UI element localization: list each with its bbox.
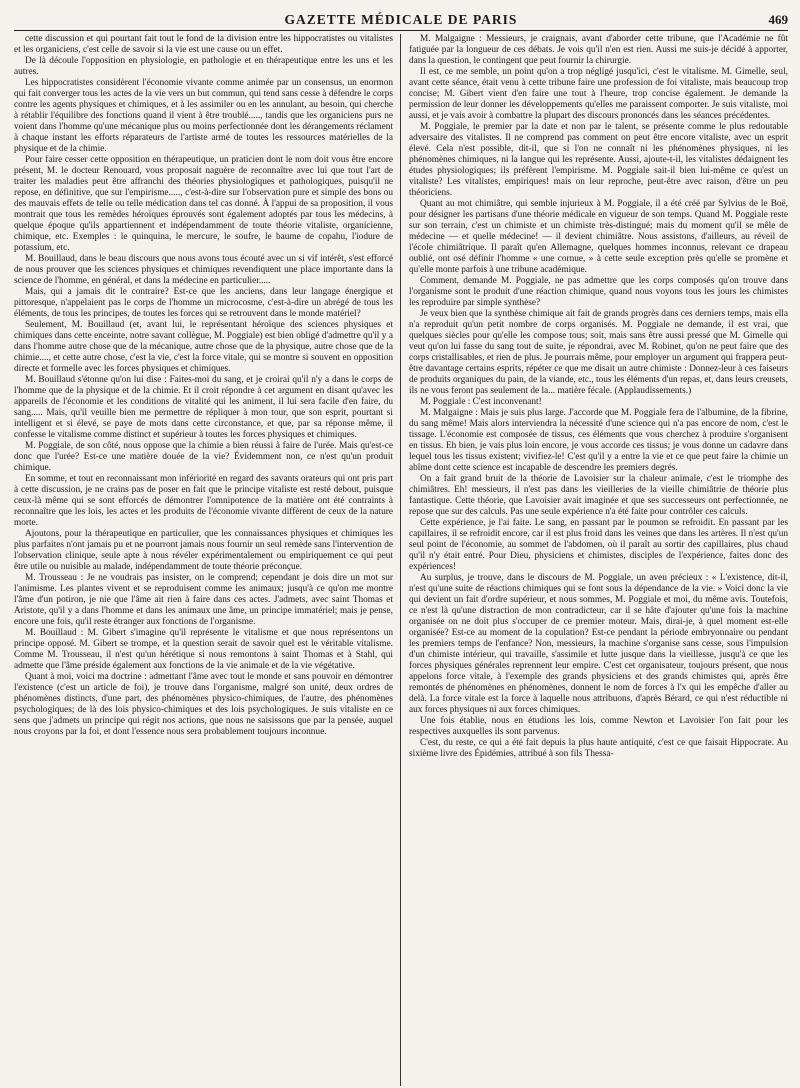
paragraph: M. Poggiale : C'est inconvenant! [420,397,542,407]
paragraph: Au surplus, je trouve, dans le discours de M. Poggiale, un aveu précieux : « L'existence, dit-il, n'est qu'une suite de réactions chimiques qui se font sous la dépendance de la vie. » Voici donc la vie qui devient un fait d'ordre supérieur, et nous sommes, M. Poggiale et moi, du même avis. Toutefois, ce n'est là qu'une distraction de mon contradicteur, car il se hâte d'ajouter qu'une fois la machine organisée on ne doit plus s'occuper de ce premier moteur. Mais, dirai-je, à quel moment est-elle organisée? Est-ce au moment de la copulation? Est-ce pendant la période embryonnaire ou pendant les premiers temps de l'enfance? Non, messieurs, la machine s'organise sans cesse, sous l'impulsion d'un chimiste intérieur, qui travaille, s'assimile et lutte jusque dans la vieillesse, jusqu'à ce que les forces physiques générales reprennent leur empire. C'est cet organisateur, toujours présent, que nous appelons force vitale, à l'exemple des grands physiciens et des grands chimistes qui, après être remontés de phénomènes en phénomènes, donnent le nom de forces à l'x qui les empêche d'aller au delà. La force vitale est la force à laquelle nous attribuons, d'après Bérard, ce qui n'est réductible ni aux forces physiques ni aux forces chimiques. [409,573,788,715]
paragraph: M. Poggiale, le premier par la date et non par le talent, se présente comme le plus redoutable adversaire des vitalistes. Il ne comprend pas comment on peut être encore vitaliste, avec un esprit élevé. Cela n'est possible, dit-il, que si l'on ne connaît ni les phénomènes physiques, ni les phénomènes chimiques, ni la langue qui les représente. Aussi, ajoute-t-il, les vitalistes dédaignent les études physiologiques; ils préfèrent l'empirisme. M. Poggiale sait-il bien lui-même ce qu'est un vitaliste? Les vitalistes, empiriques! mais on leur reproche, peut-être avec raison, d'être un peu théoriciens. [409,122,788,198]
paragraph: Quant au mot chimiâtre, qui semble injurieux à M. Poggiale, il a été créé par Sylvius de le Boë, pour désigner les partisans d'une théorie médicale en vigueur de son temps. Quand M. Poggiale reste sur son terrain, c'est un chimiste et un chimiste très-distingué; mais du moment qu'il se mêle de médecine — et quelle médecine! — il devient chimiâtre. Nous assistons, d'ailleurs, au réveil de l'école chimiâtrique. Il paraît qu'en Allemagne, quelques hommes inconnus, relevant ce drapeau oublié, ont osé définir l'homme « une cornue, » à cette seule exception près qu'elle se promène et qu'elle monte parfois à une tribune académique. [409,199,788,275]
journal-title: GAZETTE MÉDICALE DE PARIS [284,12,518,27]
paragraph: En somme, et tout en reconnaissant mon infériorité en regard des savants orateurs qui ont pris part à cette discussion, je ne crains pas de poser en fait que le principe vitaliste est resté debout, puisque ceux-là même qui se sont efforcés de démontrer l'omnipotence de la matière ont été contraints à reconnaître que les lois, les actes et les produits de l'économie vivante diffèrent de ceux de la nature morte. [14,474,393,528]
paragraph: Une fois établie, nous en étudions les lois, comme Newton et Lavoisier l'on fait pour les respectives auxquelles ils sont parvenus. [409,716,788,737]
paragraph: On a fait grand bruit de la théorie de Lavoisier sur la chaleur animale, c'est le triomphe des chimiâtres. Eh! messieurs, il n'est pas dans les vieilleries de la vieille chimiâtrie de théorie plus fantastique. Cette théorie, que Lavoisier avait imaginée et que ses successeurs ont perfectionnée, ne repose que sur des calculs. Pas une seule expérience n'a été faite pour contrôler ces calculs. [409,474,788,517]
paragraph: M. Bouillaud, dans le beau discours que nous avons tous écouté avec un si vif intérêt, s'est efforcé de nous prouver que les sciences physiques et chimiques revendiquent une place importante dans la science de l'homme, en général, et dans la médecine en particulier..... [14,254,393,286]
paragraph: cette discussion et qui pourtant fait tout le fond de la division entre les hippocratistes ou vitalistes et les organiciens, c'est celle de savoir si la vie est une cause ou un effet. [14,34,393,55]
paragraph: De là découle l'opposition en physiologie, en pathologie et en thérapeutique entre les uns et les autres. [14,56,393,77]
paragraph: M. Bouillaud s'étonne qu'on lui dise : Faites-moi du sang, et je croirai qu'il n'y a dans le corps de l'homme que de la physique et de la chimie. Et il croit répondre à cet argument en disant qu'avec les appareils de l'économie et les conditions de vitalité qui les animent, il lui sera facile d'en faire, du sang..... Mais, qu'il veuille bien me permettre de répliquer à mon tour, que son esprit, pourtant si intelligent et si élevé, se paye de mots dans cette circonstance, et que, par sa réponse même, il confesse le vitalisme comme distinct et supérieur à toutes les forces physiques et chimiques. [14,375,393,440]
text-columns [14,34,788,1086]
paragraph: Il est, ce me semble, un point qu'on a trop négligé jusqu'ici, c'est le vitalisme. M. Gimelle, seul, avant cette séance, était venu à cette tribune faire une profession de foi vitaliste, mais beaucoup trop concise; M. Gibert vient d'en faire une tout à l'heure, trop concise également. Je demande la permission de leur donner les développements qu'elles me paraissent comporter. Je suis vitaliste, moi aussi, et je vais avoir à combattre la plupart des discours prononcés dans les séances précédentes. [409,67,788,121]
paragraph: M. Bouillaud : M. Gibert s'imagine qu'il représente le vitalisme et que nous représentons un principe opposé. M. Gibert se trompe, et la question serait de savoir quel est le véritable vitalisme. Comme M. Trousseau, il n'est qu'un hérétique si nous remontons à saint Thomas et à Stahl, qui admette que l'âme préside également aux fonctions de la vie animale et de la vie végétative. [14,628,393,671]
paragraph: Seulement, M. Bouillaud (et, avant lui, le représentant héroïque des sciences physiques et chimiques dans cette enceinte, notre savant collègue, M. Poggiale) est bien obligé d'admettre qu'il y a dans l'homme autre chose que de la mécanique, autre chose que de la physique, autre chose que de la chimie...., et cette autre chose, c'est la vie, c'est la force vitale, qui se montre si souvent en opposition directe et formelle avec les forces physiques et chimiques. [14,320,393,374]
paragraph: Mais, qui a jamais dit le contraire? Est-ce que les anciens, dans leur langage énergique et pittoresque, n'appelaient pas le corps de l'homme un microcosme, c'est-à-dire un abrégé de tous les éléments, de tous les principes, de toutes les forces qui se retrouvent dans le monde matériel? [14,287,393,319]
paragraph: Les hippocratistes considèrent l'économie vivante comme animée par un consensus, un enormon qui fait converger tous les actes de la vie vers un but commun, qui tend sans cesse à défendre le corps contre les agents physiques et chimiques, et à les assimiler ou en les annulant, au besoin, qui cherche à rétablir l'équilibre des fonctions quand il vient à être troublé....., tandis que les organiciens purs ne voient dans l'homme qu'une mécanique plus ou moins perfectionnée dont les dérangements réclament à chaque instant les efforts réparateurs de l'artiste armé de toutes les ressources matérielles de la physique et de la chimie. [14,78,393,154]
left-column [14,34,401,1086]
paragraph: M. Trousseau : Je ne voudrais pas insister, on le comprend; cependant je dois dire un mot sur l'animisme. Les plantes vivent et se reproduisent comme les animaux; jusqu'à ce qu'on me montre l'âme d'un potiron, je nie que l'âme ait rien à faire dans ces actes. J'admets, avec saint Thomas et Aristote, qu'il y a dans l'homme et dans les animaux une âme, un principe immatériel; mais je pense, encore une fois, qu'il reste étranger aux fonctions de l'organisme. [14,573,393,627]
paragraph: M. Poggiale, de son côté, nous oppose que la chimie a bien réussi à faire de l'urée. Mais qu'est-ce donc que l'urée? Est-ce une matière douée de la vie? Évidemment non, ce n'est qu'un produit chimique. [14,441,393,473]
paragraph: Comment, demande M. Poggiale, ne pas admettre que les corps composés qu'on trouve dans l'organisme sont le produit d'une réaction chimique, quand nous voyons tous les jours les chimistes les reproduire par simple synthèse? [409,276,788,308]
paragraph: Pour faire cesser cette opposition en thérapeutique, un praticien dont le nom doit vous être encore présent, M. le docteur Renouard, vous proposait naguère de reconnaître avec lui que tout l'art de traiter les maladies peut être affranchi des théories physiologiques et pathologiques, puisqu'il ne repose, en définitive, que sur l'empirisme....., c'est-à-dire sur l'observation pure et simple des bons ou des mauvais effets de telle ou telle médication dans tel cas donné. À l'appui de sa proposition, il vous montrait que tous les remèdes héroïques éprouvés sont également adoptés par tous les médecins, à quelque époque qu'ils appartiennent et indépendamment de toute théorie vitaliste, organicienne, chimique, etc. Exemples : le quinquina, le mercure, le soufre, le baume de copahu, l'iodure de potassium, etc. [14,155,393,253]
paragraph: M. Malgaigne : Messieurs, je craignais, avant d'aborder cette tribune, que l'Académie ne fût fatiguée par la longueur de ces débats. Je vois qu'il n'en est rien. Aussi me suis-je décidé à apporter, dans la question, le contingent que peut fournir la chirurgie. [409,34,788,66]
right-column [401,34,788,1086]
paragraph: C'est, du reste, ce qui a été fait depuis la plus haute antiquité, c'est ce que faisait Hippocrate. Au sixième livre des Épidémies, attribué à son fils Thessa- [409,738,788,759]
paragraph: Je veux bien que la synthèse chimique ait fait de grands progrès dans ces derniers temps, mais ella n'a reproduit qu'un petit nombre de corps organisés. M. Poggiale ne demande, il est vrai, que quelques siècles pour qu'elle les compose tous; soit, mais sans être aussi pressé que M. Gimelle qui veut qu'on lui fasse du sang tout de suite, je répondrai, avec M. Robinet, qu'on ne peut faire que des corps cristallisables, et rien de plus. Je pourrais même, pour employer un argument qui frappera peut-être davantage certains esprits, répéter ce que me disait un autre chimiste : Donnez-leur à ces faiseurs de produits organiques du pain, de la viande, etc., tous les éléments d'un repas, et, dans leurs creusets, ils ne vous feront pas seulement de la... matière fécale. (Applaudissements.) [409,309,788,396]
paragraph: M. Malgaigne : Mais je suis plus large. J'accorde que M. Poggiale fera de l'albumine, de la fibrine, du sang même! Mais alors interviendra la nécessité d'une science qui n'a pas encore de nom, c'est le tissage. L'économie est composée de tissus, ces éléments que vous cherchez à produire s'organisent en tissus. Eh bien, je vais plus loin encore, je vous accorde ces tissus; je vous donne un cadavre dans lequel tous les tissus existent; vivifiez-le! C'est qu'il y a entre la vie et ce que peut faire la chimie un abîme dont cette science est incapable de descendre les premiers degrés. [409,408,788,473]
paragraph: Quant à moi, voici ma doctrine : admettant l'âme avec tout le monde et sans pouvoir en démontrer l'existence (c'est un article de foi), je trouve dans l'organisme, malgré son unité, deux ordres de phénomènes distincts, d'une part, des phénomènes physico-chimiques, de l'autre, des phénomènes psychologiques; de là des lois physico-chimiques et des lois psychologiques. Je suis vitaliste en ce sens que j'admets un principe qui régit nos actions, que nous ne saisissons que par la pensée, auquel nous croyons par la foi, et dont l'essence nous sera probablement toujours inconnue. [14,672,393,737]
page-header [14,10,788,31]
paragraph: Cette expérience, je l'ai faite. Le sang, en passant par le poumon se refroidit. En passant par les capillaires, il se refroidit encore, car il est plus froid dans les veines que dans les artères. Il n'est qu'un seul point de l'économie, au sommet de l'abdomen, où il paraît au sortir des capillaires, plus chaud qu'il n'y était entré. Pour Dieu, physiciens et chimistes, disciples de l'expérience, faites donc des expériences! [409,518,788,572]
page-number: 469 [768,12,788,27]
paragraph: Ajoutons, pour la thérapeutique en particulier, que les connaissances physiques et chimiques les plus parfaites n'ont jamais pu et ne pourront jamais nous fournir un seul remède sans l'intervention de l'observation clinique, seule apte à nous révéler expérimentalement ou empiriquement ce qui peut être utile ou nuisible au malade, indépendamment de toute théorie préconçue. [14,529,393,572]
